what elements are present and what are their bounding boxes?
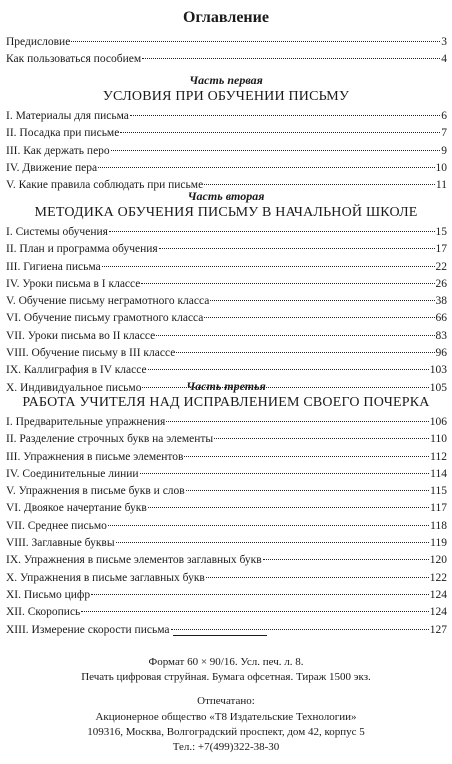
toc-entry-page: 10 (435, 161, 447, 174)
dot-leader (210, 300, 434, 301)
imprint-format: Формат 60 × 90/16. Усл. печ. л. 8. (148, 656, 304, 668)
toc-entry-page: 7 (441, 127, 447, 140)
part-label: Часть вторая (187, 189, 265, 203)
toc-entry-page: 115 (430, 485, 447, 498)
toc-entry-page: 26 (435, 277, 447, 290)
dot-leader (204, 184, 435, 185)
toc-entry (6, 259, 447, 276)
toc-entry-title: II. Разделение строчных букв на элементы (6, 433, 214, 446)
toc-entry-title: V. Какие правила соблюдать при письме (6, 179, 204, 192)
toc-entry-page: 106 (429, 416, 447, 428)
section-heading: УСЛОВИЯ ПРИ ОБУЧЕНИИ ПИСЬМУ (102, 89, 350, 104)
toc-entry-title: III. Упражнения в письме элементов (6, 450, 184, 463)
toc-entry (6, 345, 447, 362)
toc-entry-page: 119 (430, 537, 447, 550)
toc-entry-page: 83 (435, 329, 447, 342)
toc-entry-title: IV. Соединительные линии (6, 467, 139, 480)
toc-entry-page: 120 (429, 554, 447, 567)
toc-entry-page: 112 (430, 450, 447, 463)
toc-entry (6, 535, 447, 552)
toc-entry-title: V. Упражнения в письме букв и слов (6, 485, 185, 498)
toc-entry-title: XII. Скоропись (6, 606, 81, 619)
toc-entry (6, 143, 447, 160)
dot-leader (120, 132, 440, 133)
dot-leader (71, 41, 440, 42)
toc-entry-title: VII. Уроки письма во II классе (6, 329, 156, 342)
page-title: Оглавление (183, 9, 269, 26)
toc-entry-title: VI. Обучение письму грамотного класса (6, 312, 204, 325)
dot-leader (156, 335, 434, 336)
toc-part-2-list (6, 224, 447, 397)
toc-entry-page: 11 (435, 179, 447, 192)
dot-leader (109, 231, 435, 232)
dot-leader (186, 490, 429, 491)
imprint-phone: Тел.: +7(499)322-38-30 (172, 741, 280, 753)
toc-entry-page: 15 (435, 226, 447, 238)
toc-entry (6, 108, 447, 125)
toc-entry-title: IV. Уроки письма в I классе (6, 277, 141, 290)
toc-entry-title: VI. Двоякое начертание букв (6, 502, 147, 515)
toc-entry-title: III. Как держать перо (6, 144, 110, 157)
dot-leader (116, 542, 430, 543)
toc-entry (6, 483, 447, 500)
toc-entry (6, 34, 447, 51)
toc-entry (6, 604, 447, 621)
toc-entry-page: 22 (435, 260, 447, 273)
toc-entry-title: II. Посадка при письме (6, 127, 120, 140)
toc-entry (6, 449, 447, 466)
toc-entry-page: 127 (429, 623, 447, 636)
toc-entry-page: 3 (441, 36, 447, 48)
toc-entry-title: Предисловие (6, 36, 71, 48)
toc-entry-title: VIII. Обучение письму в III классе (6, 347, 176, 360)
toc-entry-title: VII. Среднее письмо (6, 519, 107, 532)
toc-entry-page: 96 (435, 347, 447, 360)
toc-entry-page: 122 (429, 571, 447, 584)
toc-entry (6, 414, 447, 431)
toc-entry-title: I. Материалы для письма (6, 110, 129, 122)
toc-entry (6, 552, 447, 569)
dot-leader (166, 421, 428, 422)
part-label: Часть третья (186, 379, 266, 393)
dot-leader (176, 352, 434, 353)
imprint-company: Акционерное общество «Т8 Издательские Технологии» (95, 711, 357, 723)
toc-entry (6, 587, 447, 604)
toc-entry-page: 124 (429, 588, 447, 601)
dot-leader (263, 559, 429, 560)
toc-entry (6, 518, 447, 535)
toc-entry (6, 160, 447, 177)
toc-entry-page: 103 (429, 364, 447, 377)
part-label: Часть первая (189, 73, 263, 87)
toc-entry (6, 241, 447, 258)
dot-leader (214, 438, 429, 439)
toc-entry-page: 118 (430, 519, 447, 532)
toc-entry-title: X. Индивидуальное письмо (6, 381, 142, 394)
toc-entry-page: 4 (441, 53, 447, 66)
toc-entry-title: I. Предварительные упражнения (6, 416, 166, 428)
toc-entry-page: 66 (435, 312, 447, 325)
toc-entry (6, 125, 447, 142)
dot-leader (142, 58, 440, 59)
dot-leader (148, 369, 429, 370)
dot-leader (130, 115, 440, 116)
toc-entry-title: XI. Письмо цифр (6, 588, 91, 601)
imprint-print: Печать цифровая струйная. Бумага офсетная. Тираж 1500 экз. (81, 671, 371, 683)
toc-entry-title: XIII. Измерение скорости письма (6, 623, 170, 636)
toc-entry-title: Как пользоваться пособием (6, 53, 142, 66)
dot-leader (91, 594, 429, 595)
toc-entry (6, 500, 447, 517)
section-heading: РАБОТА УЧИТЕЛЯ НАД ИСПРАВЛЕНИЕМ СВОЕГО ПОЧЕРКА (22, 395, 430, 410)
imprint-address: 109316, Москва, Волгоградский проспект, дом 42, корпус 5 (87, 726, 365, 738)
toc-intro-list (6, 34, 447, 69)
section-heading: МЕТОДИКА ОБУЧЕНИЯ ПИСЬМУ В НАЧАЛЬНОЙ ШКОЛЕ (34, 205, 418, 220)
toc-entry-title: VIII. Заглавные буквы (6, 537, 115, 550)
dot-leader (81, 611, 428, 612)
dot-leader (141, 283, 434, 284)
dot-leader (206, 577, 429, 578)
dot-leader (98, 167, 434, 168)
toc-part-1-list (6, 108, 447, 194)
toc-entry (6, 310, 447, 327)
toc-entry-page: 110 (430, 433, 447, 446)
toc-entry-page: 117 (430, 502, 447, 515)
imprint-printed-label: Отпечатано: (197, 695, 255, 707)
toc-entry (6, 570, 447, 587)
toc-entry (6, 293, 447, 310)
dot-leader (204, 317, 434, 318)
dot-leader (148, 507, 429, 508)
toc-entry-title: X. Упражнения в письме заглавных букв (6, 571, 205, 584)
toc-entry (6, 224, 447, 241)
dot-leader (184, 456, 429, 457)
divider-rule (173, 635, 267, 636)
toc-entry (6, 328, 447, 345)
toc-entry-page: 114 (430, 467, 447, 480)
dot-leader (108, 525, 429, 526)
dot-leader (171, 629, 429, 630)
toc-entry-title: III. Гигиена письма (6, 260, 101, 273)
toc-entry-title: IX. Каллиграфия в IV классе (6, 364, 147, 377)
toc-entry-title: IV. Движение пера (6, 161, 98, 174)
toc-entry-title: I. Системы обучения (6, 226, 108, 238)
toc-entry-title: II. План и программа обучения (6, 243, 158, 256)
toc-entry-title: IX. Упражнения в письме элементов заглавных букв (6, 554, 262, 567)
toc-entry (6, 51, 447, 68)
toc-entry-page: 9 (441, 144, 447, 157)
dot-leader (102, 266, 435, 267)
toc-entry-page: 6 (441, 110, 447, 122)
toc-entry-page: 38 (435, 295, 447, 308)
toc-entry-title: V. Обучение письму неграмотного класса (6, 295, 210, 308)
toc-entry (6, 622, 447, 639)
toc-entry-page: 105 (429, 381, 447, 394)
dot-leader (159, 248, 435, 249)
toc-entry (6, 466, 447, 483)
toc-entry-page: 17 (435, 243, 447, 256)
toc-entry-page: 124 (429, 606, 447, 619)
toc-entry (6, 431, 447, 448)
toc-entry (6, 276, 447, 293)
dot-leader (111, 150, 441, 151)
toc-part-3-list (6, 414, 447, 639)
dot-leader (140, 473, 430, 474)
